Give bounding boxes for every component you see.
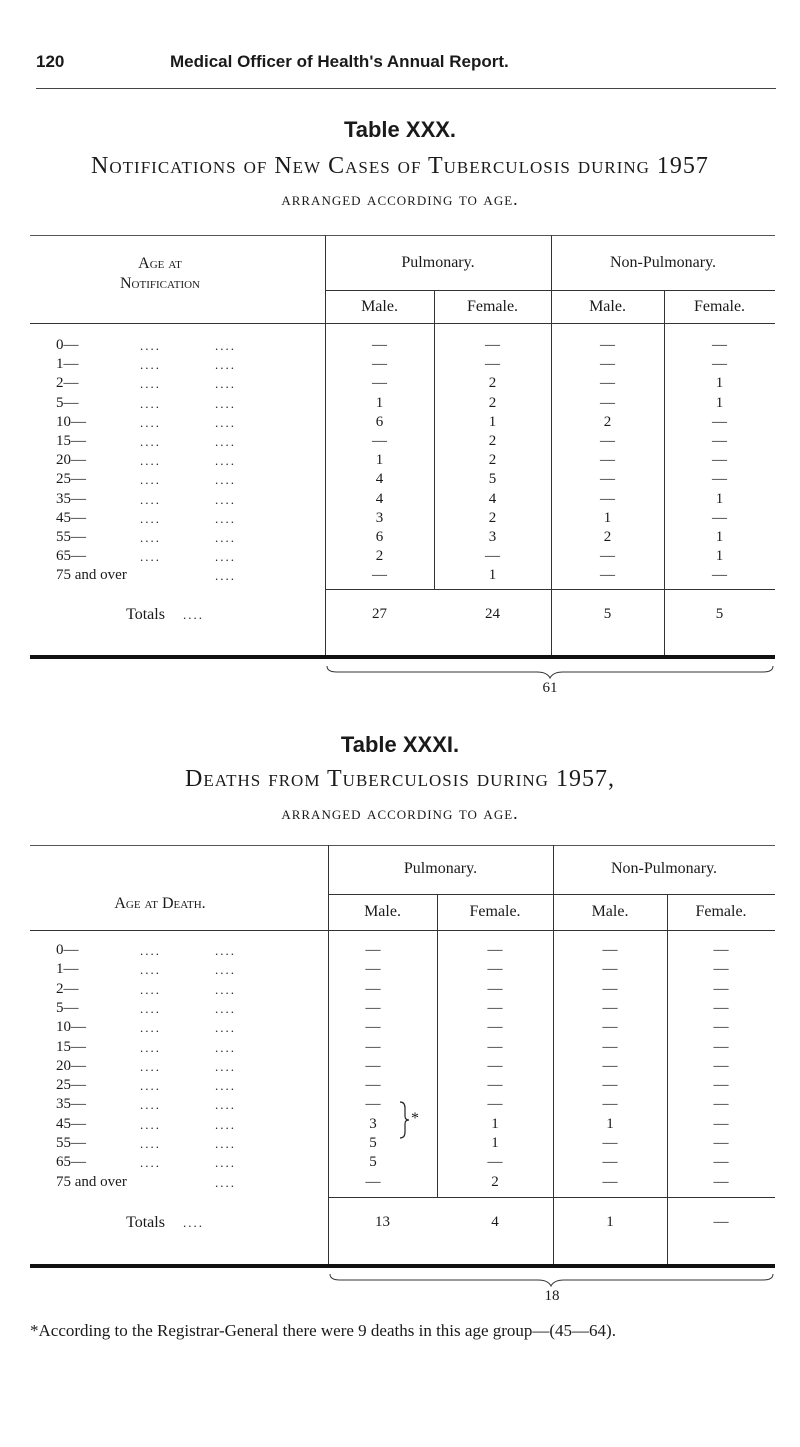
table-cell-nf: 1 <box>715 548 724 565</box>
age-group-label: 75 and over <box>56 567 127 584</box>
leader-dots: .... <box>215 1058 236 1074</box>
table-cell-pm: — <box>365 1019 381 1036</box>
leader-dots: .... <box>140 1058 161 1074</box>
footnote: *According to the Registrar-General there were 9 deaths in this age group—(45—64). <box>30 1321 616 1340</box>
age-group-label: 35— <box>56 1096 86 1113</box>
age-group-label: 2— <box>56 980 79 997</box>
table-cell-pf: 1 <box>488 567 497 584</box>
table2-total-pulm-female: 4 <box>491 1214 499 1230</box>
table-cell-pm: — <box>372 375 387 392</box>
table-cell-nf: — <box>713 980 729 997</box>
table1-totals-label <box>30 606 300 624</box>
leader-dots: .... <box>140 530 161 545</box>
table-cell-pm: — <box>372 337 387 353</box>
table2-pulm-female-header: Female. <box>469 903 521 920</box>
table-cell-pm: — <box>365 1173 381 1190</box>
leader-dots: .... <box>140 1000 161 1016</box>
leader-dots: .... <box>140 1097 161 1113</box>
table1-age-header <box>30 254 290 294</box>
table1-total-pulm-female: 24 <box>485 606 500 622</box>
table-cell-nm: — <box>600 471 615 488</box>
table-cell-nf: — <box>713 961 729 978</box>
table1-top-rule <box>30 235 775 236</box>
leader-dots: .... <box>215 1039 236 1055</box>
leader-dots: .... <box>140 1155 161 1171</box>
leader-dots: .... <box>140 1116 161 1132</box>
table2-top-rule <box>30 845 775 846</box>
table-cell-nf: — <box>713 999 729 1016</box>
table-cell-nm: — <box>600 394 615 411</box>
table-cell-pm: — <box>372 356 387 373</box>
leader-dots: .... <box>215 510 236 526</box>
leader-dots: .... <box>215 943 236 958</box>
table1-caption-line2: arranged according to age. <box>281 189 519 209</box>
table-cell-pf: 5 <box>488 471 497 488</box>
leader-dots: .... <box>182 607 204 622</box>
leader-dots: .... <box>140 491 161 507</box>
table-cell-nm: — <box>602 1154 618 1171</box>
table-cell-nm: — <box>600 490 615 507</box>
leader-dots: .... <box>215 434 236 449</box>
table1-nonpulm-male-header: Male. <box>589 298 626 315</box>
table2-header-rule <box>30 930 775 931</box>
age-group-label: 0— <box>56 337 79 353</box>
table2-totals-label <box>30 1214 300 1232</box>
age-group-label: 75 and over <box>56 1173 127 1190</box>
table1-total-pulm-male: 27 <box>372 606 387 622</box>
table1-totals-text: Totals <box>126 606 165 623</box>
age-group-label: 45— <box>56 509 86 526</box>
table1-totals-rule <box>325 589 775 590</box>
table-cell-nf: — <box>712 471 727 488</box>
table-cell-pf: — <box>487 999 503 1016</box>
age-group-label: 0— <box>56 942 79 958</box>
table-cell-pf: — <box>485 337 500 353</box>
table-cell-nm: — <box>602 1096 618 1113</box>
age-group-label: 35— <box>56 490 86 507</box>
table2-total-nonpulm-female: — <box>713 1214 729 1230</box>
table-cell-pm: — <box>365 1077 381 1094</box>
table-cell-nm: — <box>602 999 618 1016</box>
table-cell-pm: 1 <box>375 394 384 411</box>
table-cell-nf: — <box>713 1057 729 1074</box>
leader-dots: .... <box>215 1155 236 1171</box>
table-cell-pm: 3 <box>369 1115 377 1132</box>
table1-pulm-female-header: Female. <box>466 298 519 315</box>
header-rule <box>36 88 776 89</box>
table-cell-nf: 1 <box>715 529 724 545</box>
table-cell-nm: — <box>602 1038 618 1055</box>
table-cell-nf: — <box>713 1135 729 1151</box>
table-cell-pf: 2 <box>488 452 497 469</box>
table2-nonpulmonary-header: Non-Pulmonary. <box>610 860 718 877</box>
leader-dots: .... <box>215 414 236 430</box>
table-cell-nm: — <box>600 433 615 449</box>
table-cell-pf: 2 <box>488 509 497 526</box>
leader-dots: .... <box>140 472 161 488</box>
leader-dots: .... <box>140 357 161 373</box>
age-group-label: 65— <box>56 548 86 565</box>
leader-dots: .... <box>140 434 161 449</box>
table-cell-pf: 2 <box>491 1173 499 1190</box>
leader-dots: .... <box>215 1116 236 1132</box>
age-group-label: 10— <box>56 413 86 430</box>
leader-dots: .... <box>140 962 161 978</box>
leader-dots: .... <box>215 338 236 353</box>
table-cell-pm: 5 <box>369 1135 377 1151</box>
table1-grand-total: 61 <box>542 680 558 696</box>
table2-total-pulm-male: 13 <box>375 1214 390 1230</box>
table1-total-brace <box>325 664 775 680</box>
table-cell-nf: 1 <box>715 375 724 392</box>
table-cell-nm: — <box>602 1077 618 1094</box>
table2-nonpulm-female-header: Female. <box>695 903 747 920</box>
table2-brace-asterisk: * <box>411 1110 419 1127</box>
leader-dots: .... <box>140 510 161 526</box>
table1-total-nonpulm-female: 5 <box>715 606 724 622</box>
table2-caption-line2: arranged according to age. <box>281 803 519 823</box>
leader-dots: .... <box>140 395 161 411</box>
leader-dots: .... <box>140 981 161 997</box>
table-cell-pf: — <box>487 1019 503 1036</box>
table-cell-nf: — <box>713 1154 729 1171</box>
table2-bottom-rule <box>30 1264 775 1268</box>
table-cell-pm: 2 <box>375 548 384 565</box>
table-cell-pm: — <box>372 567 387 584</box>
leader-dots: .... <box>215 357 236 373</box>
leader-dots: .... <box>215 491 236 507</box>
table2-totals-text: Totals <box>126 1214 165 1231</box>
table-cell-nf: — <box>712 452 727 469</box>
table-cell-pm: — <box>365 1038 381 1055</box>
table1-total-nonpulm-male: 5 <box>603 606 612 622</box>
table1-caption-line1: Notifications of New Cases of Tuberculosis during 1957 <box>91 153 709 179</box>
leader-dots: .... <box>215 472 236 488</box>
table-cell-nf: — <box>713 1096 729 1113</box>
table-cell-nm: — <box>602 1135 618 1151</box>
table1-nonpulmonary-header: Non-Pulmonary. <box>609 254 717 271</box>
table-cell-pf: — <box>487 961 503 978</box>
table2-subheader-rule <box>328 894 775 895</box>
leader-dots: .... <box>140 453 161 469</box>
table-cell-nm: 1 <box>603 509 612 526</box>
table-cell-nm: — <box>600 567 615 584</box>
table-cell-nm: — <box>602 961 618 978</box>
table-cell-pf: — <box>487 1154 503 1171</box>
table-cell-nm: — <box>602 942 618 958</box>
age-group-label: 25— <box>56 1077 86 1094</box>
leader-dots: .... <box>140 338 161 353</box>
table-cell-pm: 6 <box>375 413 384 430</box>
leader-dots: .... <box>140 1136 161 1151</box>
leader-dots: .... <box>215 1136 236 1151</box>
table-cell-nf: — <box>713 1038 729 1055</box>
table2-brace <box>398 1100 410 1140</box>
age-group-label: 1— <box>56 356 79 373</box>
table-cell-nf: — <box>712 567 727 584</box>
table-cell-pm: 6 <box>375 529 384 545</box>
age-group-label: 20— <box>56 1057 86 1074</box>
table-cell-nm: 2 <box>603 529 612 545</box>
table-cell-pf: 4 <box>488 490 497 507</box>
table-cell-pm: — <box>365 1057 381 1074</box>
leader-dots: .... <box>215 1020 236 1036</box>
age-group-label: 15— <box>56 433 86 449</box>
table1-subheader-rule <box>325 290 775 291</box>
leader-dots: .... <box>215 549 236 565</box>
table-cell-nf: — <box>713 1173 729 1190</box>
table-cell-pf: — <box>487 942 503 958</box>
table1-title: Table XXX. <box>343 117 457 142</box>
table-cell-nf: — <box>713 942 729 958</box>
age-group-label: 10— <box>56 1019 86 1036</box>
table-cell-pm: 1 <box>375 452 384 469</box>
leader-dots: .... <box>215 1174 236 1190</box>
table-cell-nf: — <box>712 433 727 449</box>
table-cell-pm: 3 <box>375 509 384 526</box>
leader-dots: .... <box>215 1078 236 1094</box>
table2-title: Table XXXI. <box>340 732 460 757</box>
table1-age-header-line1: Age at <box>138 255 182 272</box>
leader-dots: .... <box>215 530 236 545</box>
table2-caption-line1: Deaths from Tuberculosis during 1957, <box>185 766 615 792</box>
age-group-label: 25— <box>56 471 86 488</box>
table1-nonpulm-female-header: Female. <box>693 298 746 315</box>
leader-dots: .... <box>215 981 236 997</box>
table-cell-pf: — <box>485 356 500 373</box>
table-cell-nf: 1 <box>715 394 724 411</box>
age-group-label: 2— <box>56 375 79 392</box>
table-cell-pf: — <box>487 1057 503 1074</box>
table-cell-pm: 4 <box>375 490 384 507</box>
age-group-label: 5— <box>56 999 79 1016</box>
table-cell-nf: — <box>712 356 727 373</box>
leader-dots: .... <box>215 962 236 978</box>
table-cell-nm: — <box>600 452 615 469</box>
table-cell-pf: — <box>485 548 500 565</box>
leader-dots: .... <box>140 414 161 430</box>
leader-dots: .... <box>215 376 236 392</box>
table1-age-header-line2: Notification <box>120 275 200 292</box>
table-cell-pm: 4 <box>375 471 384 488</box>
table-cell-nf: — <box>713 1019 729 1036</box>
table-cell-nf: — <box>712 337 727 353</box>
table-cell-pm: — <box>365 942 381 958</box>
table1-pulmonary-header: Pulmonary. <box>401 254 475 271</box>
table-cell-pf: 1 <box>488 413 497 430</box>
leader-dots: .... <box>215 568 236 584</box>
leader-dots: .... <box>140 943 161 958</box>
table-cell-nm: — <box>602 1057 618 1074</box>
table-cell-pf: 2 <box>488 375 497 392</box>
leader-dots: .... <box>140 376 161 392</box>
leader-dots: .... <box>215 453 236 469</box>
age-group-label: 1— <box>56 961 79 978</box>
table-cell-pf: — <box>487 1077 503 1094</box>
table2-age-header: Age at Death. <box>114 895 206 912</box>
leader-dots: .... <box>215 1000 236 1016</box>
leader-dots: .... <box>215 1097 236 1113</box>
table-cell-nm: — <box>602 1019 618 1036</box>
age-group-label: 55— <box>56 1135 86 1151</box>
table-cell-pm: — <box>365 1096 381 1113</box>
table-cell-pf: 2 <box>488 433 497 449</box>
table-cell-pm: — <box>365 961 381 978</box>
table-cell-pf: 2 <box>488 394 497 411</box>
table-cell-nm: — <box>600 356 615 373</box>
table-cell-nm: — <box>600 375 615 392</box>
table2-totals-rule <box>328 1197 775 1198</box>
leader-dots: .... <box>140 549 161 565</box>
table-cell-pf: 1 <box>491 1135 499 1151</box>
leader-dots: .... <box>182 1215 204 1230</box>
age-group-label: 65— <box>56 1154 86 1171</box>
table2-total-nonpulm-male: 1 <box>606 1214 614 1230</box>
table-cell-pm: — <box>372 433 387 449</box>
table-cell-pf: — <box>487 980 503 997</box>
table-cell-nm: — <box>602 980 618 997</box>
table1-pulm-male-header: Male. <box>361 298 398 315</box>
table2-pulmonary-header: Pulmonary. <box>403 860 478 877</box>
table-cell-nf: 1 <box>715 490 724 507</box>
table2-nonpulm-male-header: Male. <box>591 903 629 920</box>
table-cell-pf: — <box>487 1096 503 1113</box>
table1-bottom-rule <box>30 655 775 659</box>
leader-dots: .... <box>140 1039 161 1055</box>
running-title: Medical Officer of Health's Annual Report. <box>170 52 509 71</box>
leader-dots: .... <box>215 395 236 411</box>
table-cell-nf: — <box>713 1077 729 1094</box>
table-cell-nm: 1 <box>606 1115 614 1132</box>
leader-dots: .... <box>140 1020 161 1036</box>
age-group-label: 15— <box>56 1038 86 1055</box>
table2-total-brace <box>328 1272 775 1288</box>
leader-dots: .... <box>140 1078 161 1094</box>
table-cell-pm: — <box>365 999 381 1016</box>
table-cell-pf: 1 <box>491 1115 499 1132</box>
table2-grand-total: 18 <box>544 1288 560 1304</box>
page-number: 120 <box>36 52 65 71</box>
table-cell-pf: — <box>487 1038 503 1055</box>
table-cell-nm: — <box>600 548 615 565</box>
table-cell-nf: — <box>713 1115 729 1132</box>
age-group-label: 5— <box>56 394 79 411</box>
table-cell-nf: — <box>712 509 727 526</box>
age-group-label: 55— <box>56 529 86 545</box>
table-cell-nf: — <box>712 413 727 430</box>
table2-pulm-male-header: Male. <box>364 903 401 920</box>
table-cell-pf: 3 <box>488 529 497 545</box>
table-cell-pm: 5 <box>369 1154 377 1171</box>
age-group-label: 20— <box>56 452 86 469</box>
age-group-label: 45— <box>56 1115 86 1132</box>
table-cell-nm: — <box>600 337 615 353</box>
table-cell-nm: — <box>602 1173 618 1190</box>
page-header <box>0 52 800 82</box>
table-cell-nm: 2 <box>603 413 612 430</box>
table-cell-pm: — <box>365 980 381 997</box>
